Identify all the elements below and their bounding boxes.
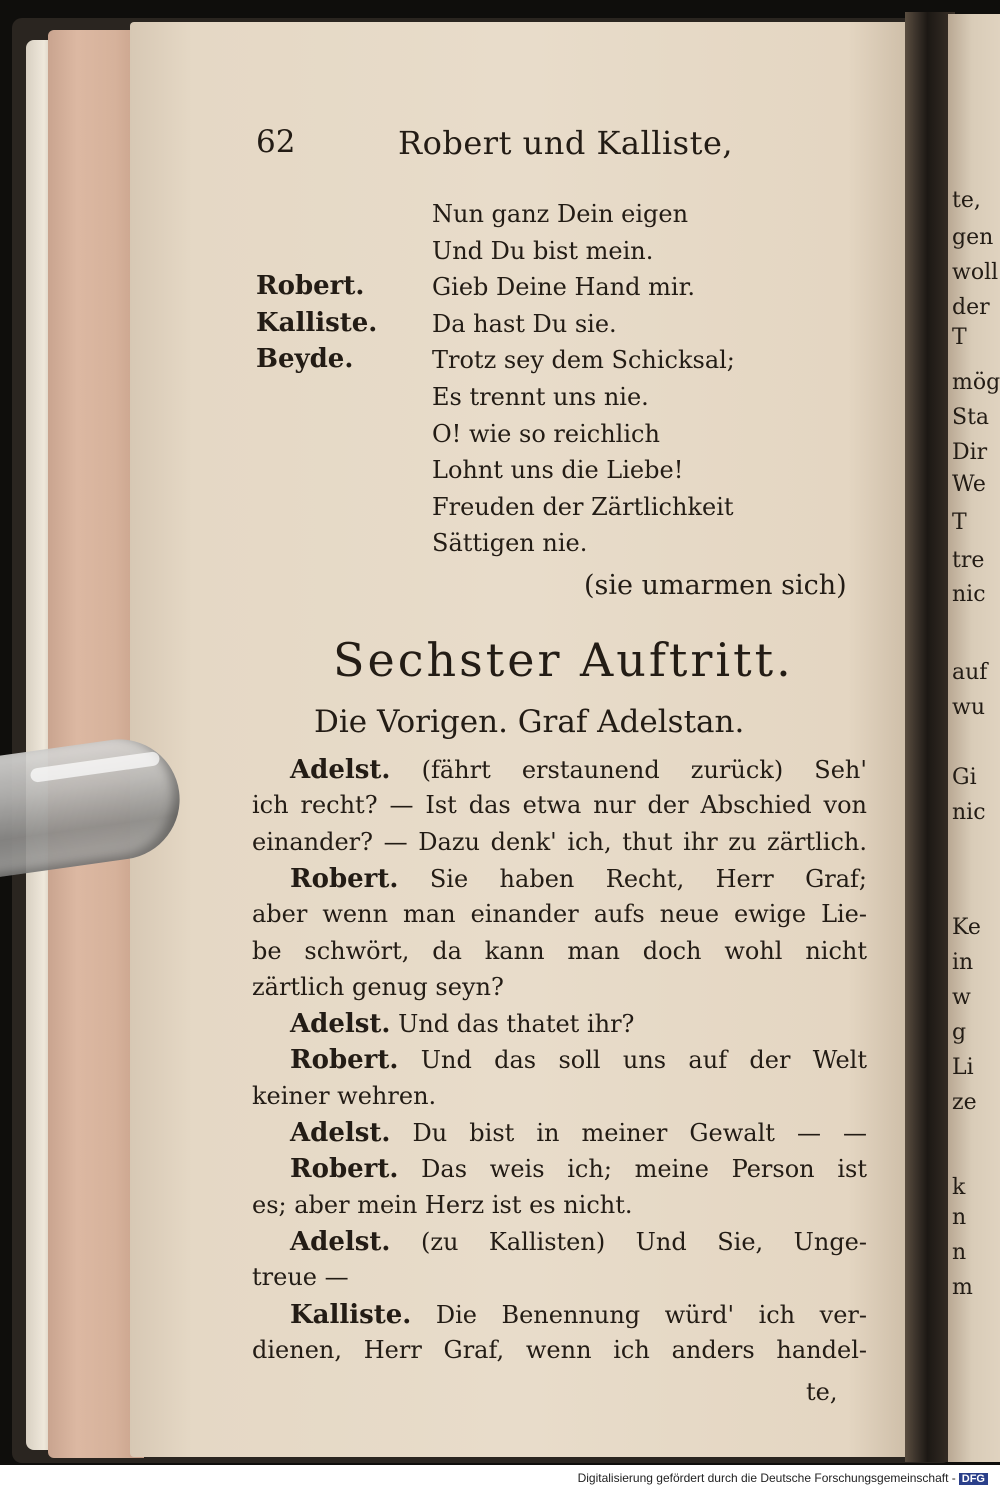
dialogue-line: [290, 1154, 867, 1184]
next-page-fragment: Gi: [952, 765, 977, 790]
dialogue-line: [290, 1227, 867, 1257]
dialogue-line: [290, 1118, 867, 1148]
next-page-fragment: woll: [952, 260, 999, 285]
dialogue-line: [252, 791, 867, 819]
next-page-fragment: T: [952, 325, 967, 350]
dialogue-line: [252, 1336, 867, 1364]
dialogue-text: keiner wehren.: [252, 1082, 437, 1110]
credit-text: Digitalisierung gefördert durch die Deutsche Forschungsgemeinschaft -: [577, 1471, 956, 1485]
next-page-fragment: k: [952, 1175, 966, 1200]
song-line: Sättigen nie.: [432, 529, 588, 557]
dialogue-text: Das weis ich; meine Person ist: [421, 1155, 867, 1183]
dramatis-personae: Die Vorigen. Graf Adelstan.: [314, 704, 745, 740]
song-line: Da hast Du sie.: [432, 310, 617, 338]
dialogue-line: [252, 973, 867, 1001]
next-page-fragment: w: [952, 985, 971, 1010]
dialogue-line: [252, 900, 867, 928]
next-page-fragment: n: [952, 1240, 967, 1265]
next-page-fragment: Sta: [952, 405, 990, 430]
dialogue-text: (zu Kallisten) Und Sie, Unge-: [420, 1228, 867, 1256]
scene-title: Sechster Auftritt.: [333, 633, 794, 687]
dialogue-text: treue —: [252, 1263, 349, 1291]
next-page-fragment: n: [952, 1205, 967, 1230]
next-page-fragment: T: [952, 510, 967, 535]
catchword: te,: [806, 1378, 838, 1406]
dialogue-line: [290, 1009, 867, 1039]
song-speaker: Kalliste.: [256, 308, 378, 338]
speaker-name: Robert.: [290, 1154, 399, 1184]
page-number: 62: [256, 124, 296, 160]
song-line: Nun ganz Dein eigen: [432, 200, 689, 228]
dialogue-line: [252, 1191, 867, 1219]
next-page-fragment: gen: [952, 225, 994, 250]
next-page-fragment: mög: [952, 370, 1000, 395]
speaker-name: Adelst.: [290, 1118, 391, 1148]
next-page-fragment: wu: [952, 695, 985, 720]
dialogue-text: aber wenn man einander aufs neue ewige Lie-: [252, 900, 867, 928]
dialogue-text: einander? — Dazu denk' ich, thut ihr zu zärtlich.: [252, 828, 867, 856]
dialogue-text: zärtlich genug seyn?: [252, 973, 504, 1001]
next-page-fragment: nic: [952, 800, 986, 825]
next-page-fragment: te,: [952, 188, 981, 213]
next-page-fragment: g: [952, 1020, 967, 1045]
dialogue-text: Du bist in meiner Gewalt — —: [412, 1119, 867, 1147]
dialogue-text: es; aber mein Herz ist es nicht.: [252, 1191, 633, 1219]
next-page-fragment: Ke: [952, 915, 981, 940]
song-line: Und Du bist mein.: [432, 237, 654, 265]
next-page-fragment: We: [952, 472, 986, 497]
song-line: Gieb Deine Hand mir.: [432, 273, 696, 301]
next-page-fragment: in: [952, 950, 974, 975]
dialogue-line: [290, 1045, 867, 1075]
dialogue-text: Sie haben Recht, Herr Graf;: [429, 865, 867, 893]
song-line: O! wie so reichlich: [432, 420, 660, 448]
song-line: Es trennt uns nie.: [432, 383, 649, 411]
next-page-fragment: der: [952, 295, 990, 320]
digitization-credit: [578, 1471, 988, 1485]
dialogue-text: Und das thatet ihr?: [398, 1010, 635, 1038]
dialogue-text: (fährt erstaunend zurück) Seh': [421, 756, 867, 784]
speaker-name: Kalliste.: [290, 1300, 412, 1330]
speaker-name: Robert.: [290, 1045, 399, 1075]
song-speaker: Robert.: [256, 271, 365, 301]
dialogue-line: [252, 937, 867, 965]
next-page-fragment: Dir: [952, 440, 988, 465]
dialogue-text: ich recht? — Ist das etwa nur der Abschied von: [252, 791, 867, 819]
song-line: Trotz sey dem Schicksal;: [432, 346, 735, 374]
dialogue-text: Und das soll uns auf der Welt: [420, 1046, 867, 1074]
song-speaker: Beyde.: [256, 344, 354, 374]
next-page-fragment: nic: [952, 582, 986, 607]
speaker-name: Adelst.: [290, 1227, 391, 1257]
song-line: Lohnt uns die Liebe!: [432, 456, 684, 484]
stage-direction: (sie umarmen sich): [584, 570, 847, 601]
dialogue-text: be schwört, da kann man doch wohl nicht: [252, 937, 867, 965]
dialogue-line: [252, 1082, 867, 1110]
dialogue-line: [290, 864, 867, 894]
dialogue-line: [290, 1300, 867, 1330]
speaker-name: Adelst.: [290, 1009, 391, 1039]
next-page-fragment: auf: [952, 660, 988, 685]
next-page-fragment: m: [952, 1275, 973, 1300]
next-page-fragment: ze: [952, 1090, 977, 1115]
next-page-fragment: Li: [952, 1055, 974, 1080]
dialogue-line: [290, 755, 867, 785]
speaker-name: Adelst.: [290, 755, 391, 785]
dialogue-text: dienen, Herr Graf, wenn ich anders handel-: [252, 1336, 867, 1364]
dialogue-line: [252, 828, 867, 856]
song-line: Freuden der Zärtlichkeit: [432, 493, 734, 521]
dialogue-line: [252, 1263, 867, 1291]
dialogue-text: Die Benennung würd' ich ver-: [435, 1301, 867, 1329]
dfg-logo: DFG: [959, 1473, 988, 1485]
running-head: Robert und Kalliste,: [398, 124, 734, 162]
speaker-name: Robert.: [290, 864, 399, 894]
next-page-fragment: tre: [952, 548, 985, 573]
